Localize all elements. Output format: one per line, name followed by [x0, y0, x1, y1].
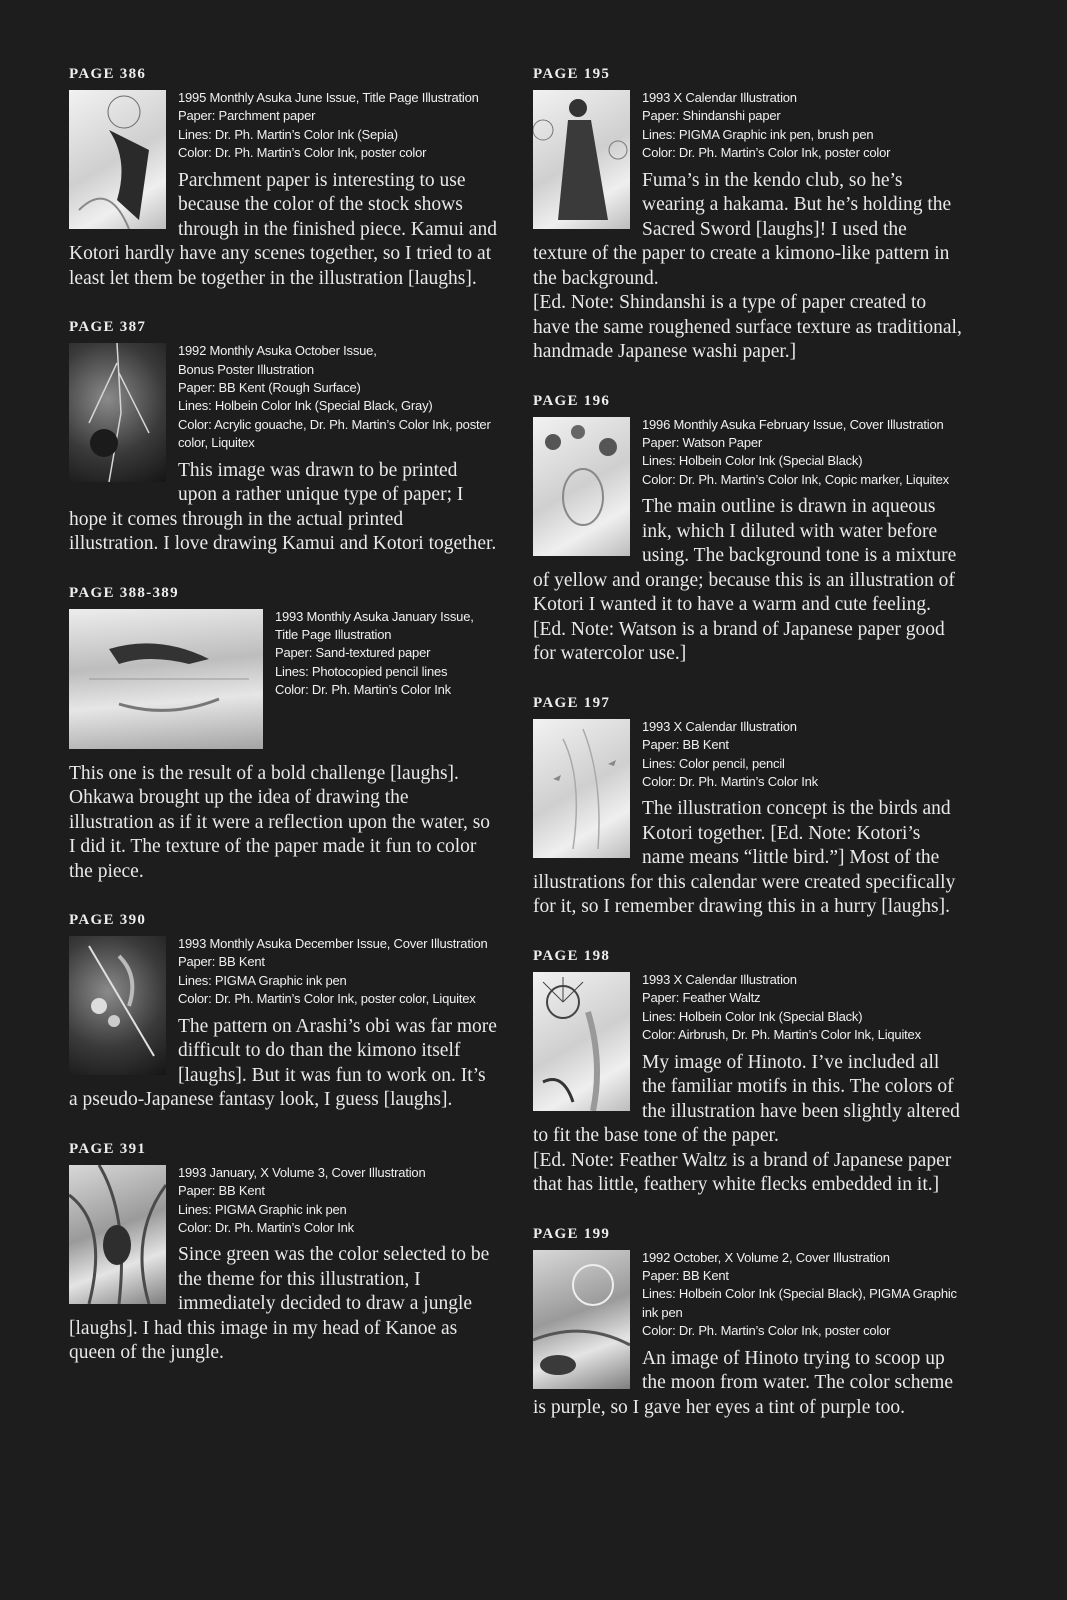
illustration-thumbnail: [533, 417, 630, 556]
illustration-thumbnail: [69, 609, 263, 749]
commentary: Parchment paper is interesting to use because the color of the stock shows through in the finished piece. Kamui and Kotori hardly have any scenes together, so I tried to at least let them be together in the illustration [laughs].: [69, 169, 497, 289]
page-label: PAGE 391: [69, 1140, 147, 1157]
commentary: Fuma’s in the kendo club, so he’s wearing a hakama. But he’s holding the Sacred Sword [laughs]! I used the texture of the paper to create a kimono-like pattern in the background. [Ed. Note: Shindanshi is a type of paper created to have the same roughened surface texture as traditional, handmade Japanese washi paper.]: [533, 169, 962, 363]
left-column: [69, 66, 497, 1394]
commentary: This one is the result of a bold challenge [laughs]. Ohkawa brought up the idea of drawing the illustration as if it were a reflection upon the water, so I did it. The texture of the paper made it fun to color the piece.: [69, 762, 491, 882]
illustration-meta: 1995 Monthly Asuka June Issue, Title Page Illustration Paper: Parchment paper Lines: Dr. Ph. Martin’s Color Ink (Sepia) Color: Dr. Ph. Martin’s Color Ink, poster color: [178, 90, 479, 161]
page-label: PAGE 197: [533, 694, 611, 711]
commentary: My image of Hinoto. I’ve included all the familiar motifs in this. The colors of the illustration have been slightly altered to fit the base tone of the paper. [Ed. Note: Feather Waltz is a brand of Japanese paper that has little, feathery white flecks embedded in it.]: [533, 1051, 960, 1195]
illustration-thumbnail: [69, 343, 166, 482]
commentary: The main outline is drawn in aqueous ink, which I diluted with water before using. The background tone is a mixture of yellow and orange; because this is an illustration of Kotori I wanted it to have a warm and cute feeling. [Ed. Note: Watson is a brand of Japanese paper good for watercolor use.]: [533, 496, 957, 665]
commentary: An image of Hinoto trying to scoop up the moon from water. The color scheme is purple, so I gave her eyes a tint of purple too.: [533, 1347, 954, 1418]
page-label: PAGE 195: [533, 66, 611, 82]
illustration-meta: 1993 X Calendar Illustration Paper: BB Kent Lines: Color pencil, pencil Color: Dr. Ph. Martin’s Color Ink: [642, 718, 818, 789]
entry-page-386: [69, 66, 497, 291]
illustration-meta: 1996 Monthly Asuka February Issue, Cover Illustration Paper: Watson Paper Lines: Holbein Color Ink (Special Black) Color: Dr. Ph. Martin’s Color Ink, Copic marker, Liquitex: [642, 416, 949, 487]
entry-page-196: [533, 393, 963, 667]
entry-page-391: [69, 1141, 497, 1366]
illustration-meta: 1993 January, X Volume 3, Cover Illustration Paper: BB Kent Lines: PIGMA Graphic ink pen Color: Dr. Ph. Martin’s Color Ink: [178, 1164, 426, 1235]
page-label: PAGE 387: [69, 319, 147, 336]
commentary: Since green was the color selected to be the theme for this illustration, I immediately decided to draw a jungle [laughs]. I had this image in my head of Kanoe as queen of the jungle.: [69, 1244, 490, 1364]
illustration-meta: 1993 X Calendar Illustration Paper: Feather Waltz Lines: Holbein Color Ink (Special Black) Color: Airbrush, Dr. Ph. Martin’s Color Ink, Liquitex: [642, 971, 921, 1043]
illustration-thumbnail: [69, 936, 166, 1075]
illustration-meta: 1993 X Calendar Illustration Paper: Shindanshi paper Lines: PIGMA Graphic ink pen, brush pen Color: Dr. Ph. Martin’s Color Ink, poster color: [642, 90, 891, 161]
entry-page-198: [533, 948, 963, 1198]
entry-page-388-389: [69, 585, 497, 885]
illustration-thumbnail: [533, 972, 630, 1111]
entry-page-199: [533, 1226, 963, 1421]
entry-page-390: [69, 912, 497, 1113]
entry-page-195: [533, 66, 963, 365]
page-label: PAGE 386: [69, 66, 147, 82]
illustration-meta: 1993 Monthly Asuka December Issue, Cover Illustration Paper: BB Kent Lines: PIGMA Graphic ink pen Color: Dr. Ph. Martin’s Color Ink, poster color, Liquitex: [178, 936, 488, 1007]
illustration-thumbnail: [69, 90, 166, 229]
illustration-thumbnail: [533, 1250, 630, 1389]
entry-page-387: [69, 319, 497, 556]
illustration-thumbnail: [533, 719, 630, 858]
commentary: The illustration concept is the birds and Kotori together. [Ed. Note: Kotori’s name means “little bird.”] Most of the illustrations for this calendar were created specifically for it, so I remember drawing this in a hurry [laughs].: [533, 798, 956, 918]
illustration-thumbnail: [533, 90, 630, 229]
right-column: [533, 66, 963, 1448]
illustration-thumbnail: [69, 1165, 166, 1304]
page-label: PAGE 390: [69, 912, 147, 929]
commentary: This image was drawn to be printed upon a rather unique type of paper; I hope it comes through in the actual printed illustration. I love drawing Kamui and Kotori together.: [69, 459, 497, 555]
page-label: PAGE 196: [533, 392, 611, 409]
illustration-meta: 1992 October, X Volume 2, Cover Illustration Paper: BB Kent Lines: Holbein Color Ink (Special Black), PIGMA Graphic ink pen Color: Dr. Ph. Martin’s Color Ink, poster color: [642, 1249, 957, 1339]
page-label: PAGE 199: [533, 1225, 611, 1242]
illustration-meta: 1993 Monthly Asuka January Issue, Title Page Illustration Paper: Sand-textured paper Lines: Photocopied pencil lines Color: Dr. Ph. Martin’s Color Ink: [275, 608, 474, 698]
page-label: PAGE 198: [533, 947, 611, 964]
illustration-meta: 1992 Monthly Asuka October Issue, Bonus Poster Illustration Paper: BB Kent (Rough Surface) Lines: Holbein Color Ink (Special Black, Gray) Color: Acrylic gouache, Dr. Ph. Martin’s Color Ink, poster color, Liquitex: [178, 343, 491, 451]
entry-page-197: [533, 695, 963, 920]
commentary: The pattern on Arashi’s obi was far more difficult to do than the kimono itself [laughs]. But it was fun to work on. It’s a pseudo-Japanese fantasy look, I guess [laughs].: [69, 1015, 497, 1111]
page-label: PAGE 388-389: [69, 584, 179, 601]
